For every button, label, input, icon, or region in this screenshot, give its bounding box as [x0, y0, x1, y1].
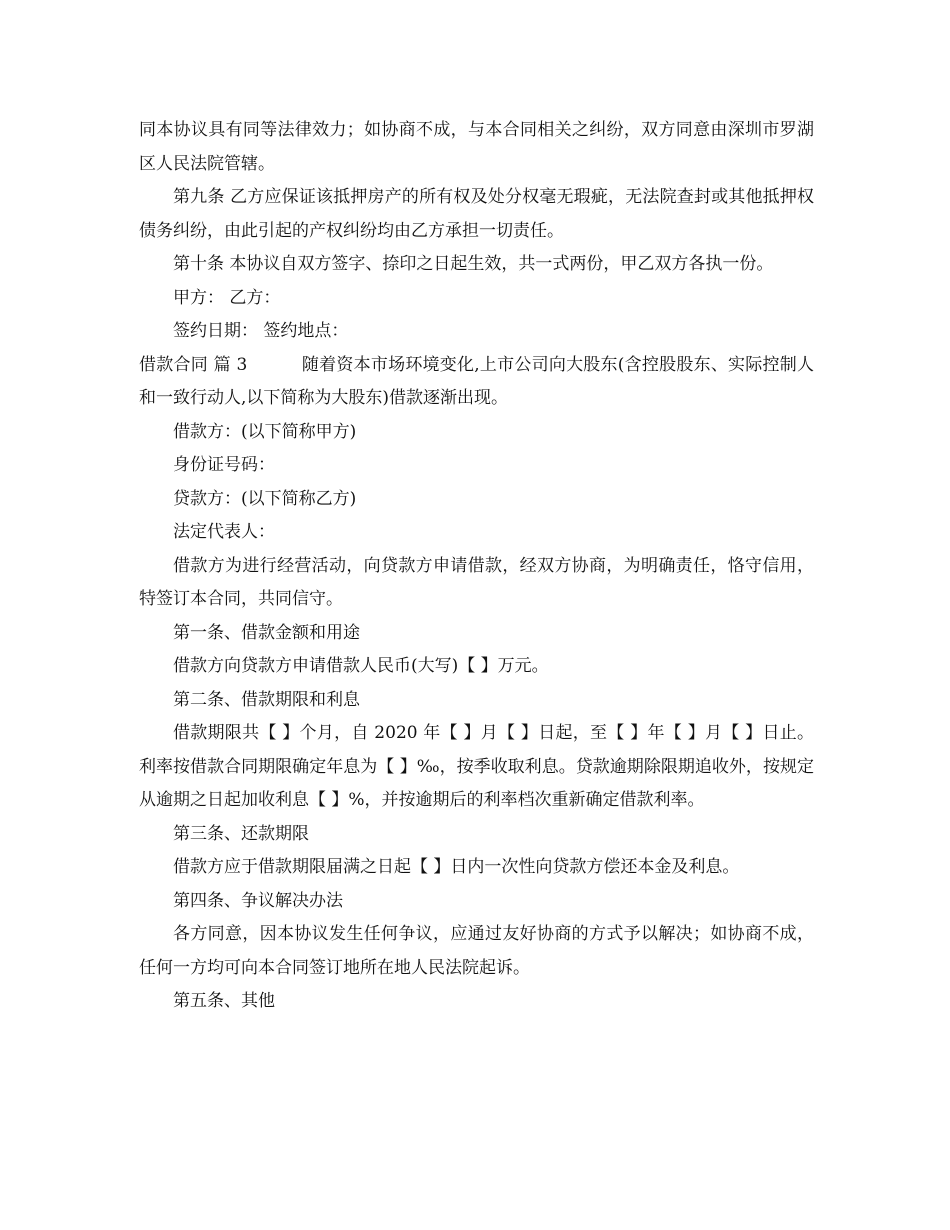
article-3-heading: 第三条、还款期限	[173, 823, 309, 844]
section-3-intro	[139, 349, 814, 416]
paragraph-borrower: 借款方：(以下简称甲方)	[173, 421, 357, 442]
article-2-heading: 第二条、借款期限和利息	[173, 689, 360, 710]
signature-parties: 甲方： 乙方：	[173, 287, 281, 308]
paragraph-legal-rep: 法定代表人：	[173, 522, 275, 542]
article-1-body: 借款方向贷款方申请借款人民币(大写)【 】万元。	[173, 656, 549, 676]
document-body	[139, 114, 814, 1019]
section-3-title: 借款合同 篇 3	[139, 354, 248, 375]
paragraph-preamble: 借款方为进行经营活动，向贷款方申请借款，经双方协商，为明确责任，恪守信用，特签订本合同，共同信守。	[139, 555, 814, 609]
article-4-heading: 第四条、争议解决办法	[173, 890, 343, 911]
article-5-heading: 第五条、其他	[173, 991, 275, 1011]
article-1-heading: 第一条、借款金额和用途	[173, 622, 360, 643]
section-3-intro-text: 随着资本市场环境变化,上市公司向大股东(含控股股东、实际控制人和一致行动人,以下简称为大股东)借款逐渐出现。	[139, 354, 814, 408]
paragraph-jurisdiction: 同本协议具有同等法律效力；如协商不成，与本合同相关之纠纷，双方同意由深圳市罗湖区人民法院管辖。	[139, 120, 814, 174]
signature-date-place: 签约日期： 签约地点：	[173, 321, 349, 341]
article-4-body: 各方同意，因本协议发生任何争议，应通过友好协商的方式予以解决；如协商不成，任何一方均可向本合同签订地所在地人民法院起诉。	[139, 924, 814, 978]
article-2-body: 借款期限共【 】个月，自 2020 年【 】月【 】日起，至【 】年【 】月【 】日止。利率按借款合同期限确定年息为【 】‰，按季收取利息。贷款逾期除限期追收外，按规定从逾期之日起加收利息【 】%，并按逾期后的利率档次重新确定借款利率。	[139, 723, 814, 810]
paragraph-id-number: 身份证号码：	[173, 455, 275, 475]
paragraph-lender: 贷款方：(以下简称乙方)	[173, 488, 357, 509]
paragraph-article-10: 第十条 本协议自双方签字、捺印之日起生效，共一式两份，甲乙双方各执一份。	[173, 254, 774, 274]
paragraph-article-9: 第九条 乙方应保证该抵押房产的所有权及处分权毫无瑕疵，无法院查封或其他抵押权债务纠纷，由此引起的产权纠纷均由乙方承担一切责任。	[139, 187, 814, 241]
article-3-body: 借款方应于借款期限届满之日起【 】日内一次性向贷款方偿还本金及利息。	[173, 857, 740, 877]
